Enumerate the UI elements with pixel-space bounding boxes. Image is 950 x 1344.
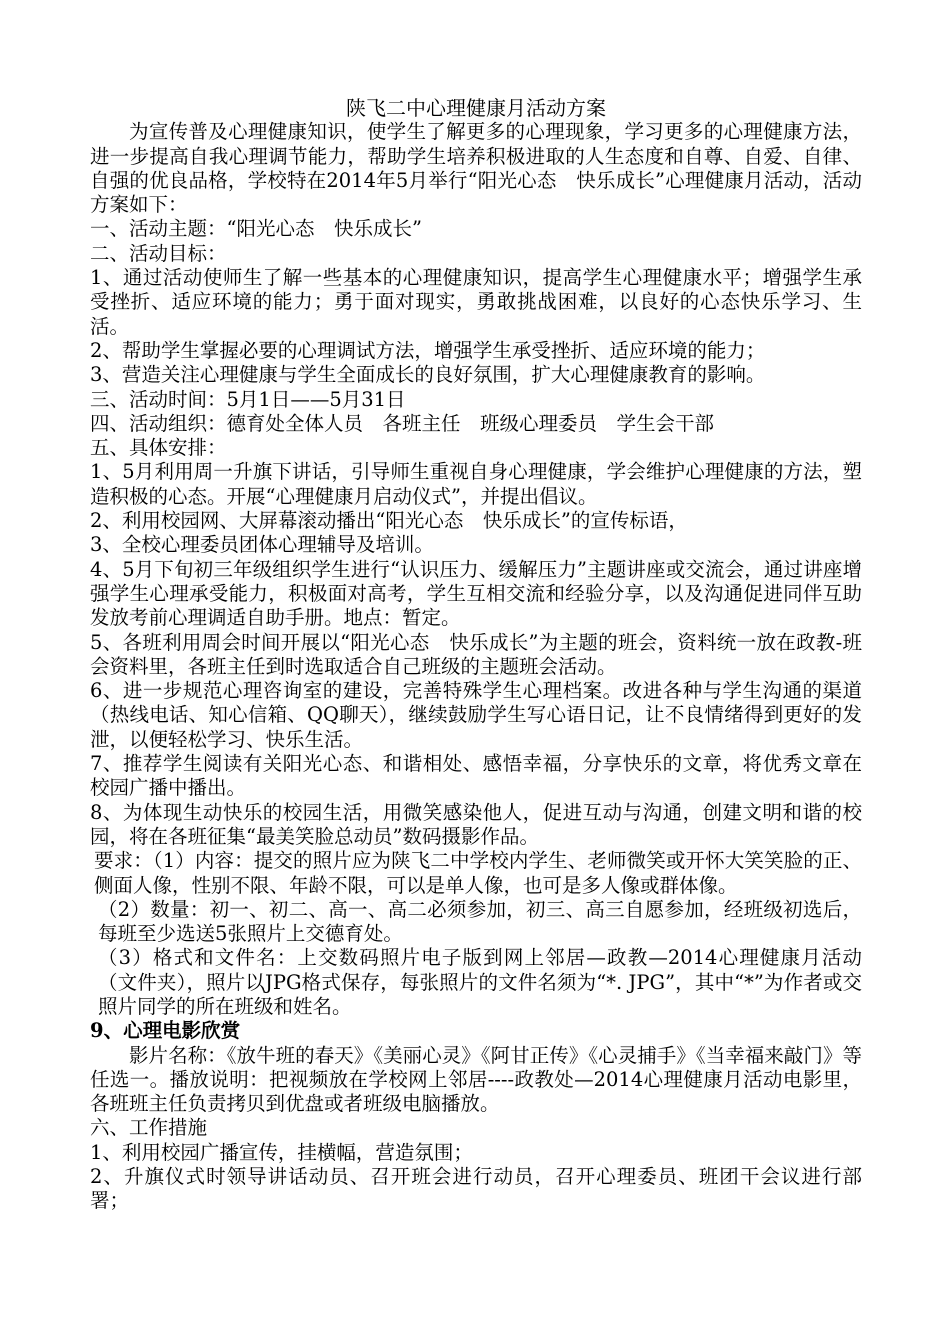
section-organization: 四、活动组织：德育处全体人员 各班主任 班级心理委员 学生会干部: [90, 411, 715, 435]
requirement-item: （3）格式和文件名：上交数码照片电子版到网上邻居—政教—2014心理健康月活动（文件夹），照片以JPG格式保存，每张照片的文件名须为“*. JPG”，其中“*”为作者或交照片同学的所在班级和姓名。: [98, 946, 862, 1018]
document-body: [90, 96, 862, 1214]
arrangement-item: 6、进一步规范心理咨询室的建设，完善特殊学生心理档案。改进各种与学生沟通的渠道（热线电话、知心信箱、QQ聊天），继续鼓励学生写心语日记，让不良情绪得到更好的发泄，以便轻松学习、快乐生活。: [90, 679, 862, 751]
arrangement-item: 4、5月下旬初三年级组织学生进行“认识压力、缓解压力”主题讲座或交流会，通过讲座增强学生心理承受能力，积极面对高考，学生互相交流和经验分享，以及沟通促进同伴互助发放考前心理调适自助手册。地点：暂定。: [90, 557, 862, 630]
arrangement-item: 3、全校心理委员团体心理辅导及培训。: [90, 533, 434, 557]
goal-item: 3、营造关注心理健康与学生全面成长的良好氛围，扩大心理健康教育的影响。: [90, 363, 766, 387]
movie-paragraph: 影片名称：《放牛班的春天》《美丽心灵》《阿甘正传》《心灵捕手》《当幸福来敲门》等任选一。播放说明：把视频放在学校网上邻居----政教处—2014心理健康月活动电影里，各班班主任负责拷贝到优盘或者班级电脑播放。: [90, 1043, 862, 1116]
section-goals-heading: 二、活动目标：: [90, 241, 227, 265]
arrangement-item: 7、推荐学生阅读有关阳光心态、和谐相处、感悟幸福，分享快乐的文章，将优秀文章在校园广播中播出。: [90, 752, 862, 800]
intro-paragraph: 为宣传普及心理健康知识，使学生了解更多的心理现象，学习更多的心理健康方法，进一步提高自我心理调节能力，帮助学生培养积极进取的人生态度和自尊、自爱、自律、自强的优良品格，学校特在2014年5月举行“阳光心态 快乐成长”心理健康月活动，活动方案如下：: [90, 120, 862, 217]
arrangement-item: 8、为体现生动快乐的校园生活，用微笑感染他人，促进互动与沟通，创建文明和谐的校园，将在各班征集“最美笑脸总动员”数码摄影作品。: [90, 800, 862, 848]
document-title: 陕飞二中心理健康月活动方案: [346, 96, 606, 120]
arrangement-item: 5、各班利用周会时间开展以“阳光心态 快乐成长”为主题的班会，资料统一放在政教-班会资料里，各班主任到时选取适合自己班级的主题班会活动。: [90, 630, 862, 678]
section-theme: 一、活动主题：“阳光心态 快乐成长”: [90, 217, 422, 241]
measure-item: 2、升旗仪式时领导讲话动员、召开班会进行动员，召开心理委员、班团干会议进行部署；: [90, 1165, 862, 1213]
section-movie-heading: 9、心理电影欣赏: [90, 1019, 241, 1043]
goal-item: 1、通过活动使师生了解一些基本的心理健康知识，提高学生心理健康水平；增强学生承受挫折、适应环境的能力；勇于面对现实，勇敢挑战困难，以良好的心态快乐学习、生活。: [90, 266, 862, 338]
arrangement-item: 2、利用校园网、大屏幕滚动播出“阳光心态 快乐成长”的宣传标语，: [90, 509, 688, 533]
section-measures-heading: 六、工作措施: [90, 1116, 208, 1140]
requirement-item: （2）数量：初一、初二、高一、高二必须参加，初三、高三自愿参加，经班级初选后，每班至少选送5张照片上交德育处。: [98, 897, 862, 946]
requirement-item: 要求：（1）内容：提交的照片应为陕飞二中学校内学生、老师微笑或开怀大笑笑脸的正、侧面人像，性别不限、年龄不限，可以是单人像，也可是多人像或群体像。: [94, 849, 862, 897]
section-arrangements-heading: 五、具体安排：: [90, 436, 227, 460]
goal-item: 2、帮助学生掌握必要的心理调试方法，增强学生承受挫折、适应环境的能力；: [90, 338, 766, 362]
arrangement-item: 1、5月利用周一升旗下讲话，引导师生重视自身心理健康，学会维护心理健康的方法，塑造积极的心态。开展“心理健康月启动仪式”，并提出倡议。: [90, 460, 862, 508]
measure-item: 1、利用校园广播宣传，挂横幅，营造氛围；: [90, 1140, 473, 1164]
section-time: 三、活动时间：5月1日——5月31日: [90, 387, 406, 411]
